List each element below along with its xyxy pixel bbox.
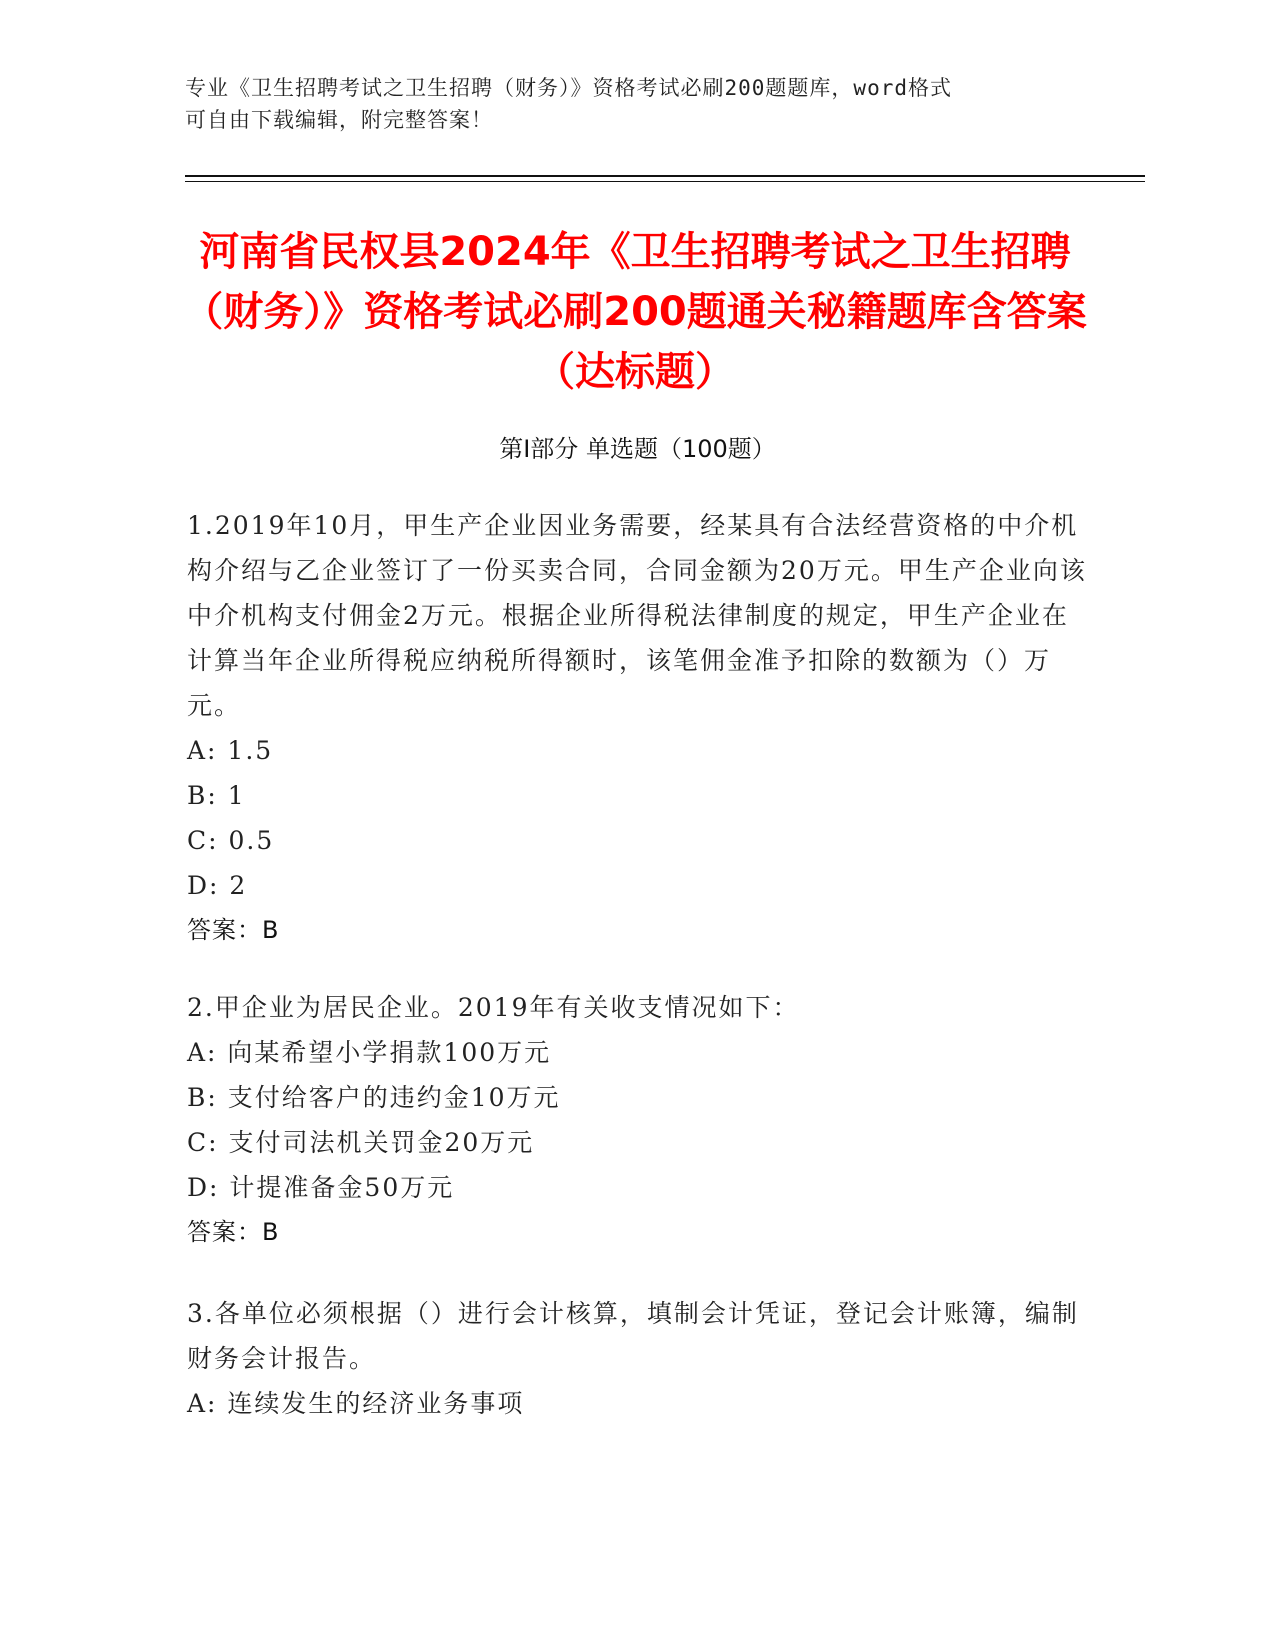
option-c: C: 支付司法机关罚金20万元 xyxy=(187,1128,535,1157)
option-d: D: 计提准备金50万元 xyxy=(187,1173,455,1202)
question-3 xyxy=(187,1291,1087,1426)
option-b: B: 1 xyxy=(187,781,246,810)
question-stem: 2.甲企业为居民企业。2019年有关收支情况如下： xyxy=(187,993,800,1022)
answer: 答案：B xyxy=(187,916,280,944)
option-c: C: 0.5 xyxy=(187,826,275,855)
header-note: 专业《卫生招聘考试之卫生招聘（财务）》资格考试必刷200题题库，word格式 可自由下载编辑，附完整答案！ xyxy=(185,76,952,132)
question-2 xyxy=(187,985,1087,1255)
option-b: B: 支付给客户的违约金10万元 xyxy=(187,1083,561,1112)
header-divider xyxy=(185,175,1145,177)
question-stem: 3.各单位必须根据（）进行会计核算，填制会计凭证，登记会计账簿，编制财务会计报告。 xyxy=(187,1299,1079,1373)
question-stem: 1.2019年10月，甲生产企业因业务需要，经某具有合法经营资格的中介机构介绍与乙企业签订了一份买卖合同，合同金额为20万元。甲生产企业向该中介机构支付佣金2万元。根据企业所得税法律制度的规定，甲生产企业在计算当年企业所得税应纳税所得额时，该笔佣金准予扣除的数额为（）万元。 xyxy=(187,511,1087,720)
header-divider-thin xyxy=(185,181,1145,182)
answer: 答案：B xyxy=(187,1218,280,1246)
option-a: A: 1.5 xyxy=(187,736,274,765)
document-title: 河南省民权县2024年《卫生招聘考试之卫生招聘（财务）》资格考试必刷200题通关秘籍题库含答案（达标题） xyxy=(183,229,1087,395)
option-d: D: 2 xyxy=(187,871,248,900)
section-title: 第I部分 单选题（100题） xyxy=(499,435,776,463)
option-a: A: 向某希望小学捐款100万元 xyxy=(187,1038,552,1067)
question-1 xyxy=(187,503,1087,953)
option-a: A: 连续发生的经济业务事项 xyxy=(187,1389,525,1418)
